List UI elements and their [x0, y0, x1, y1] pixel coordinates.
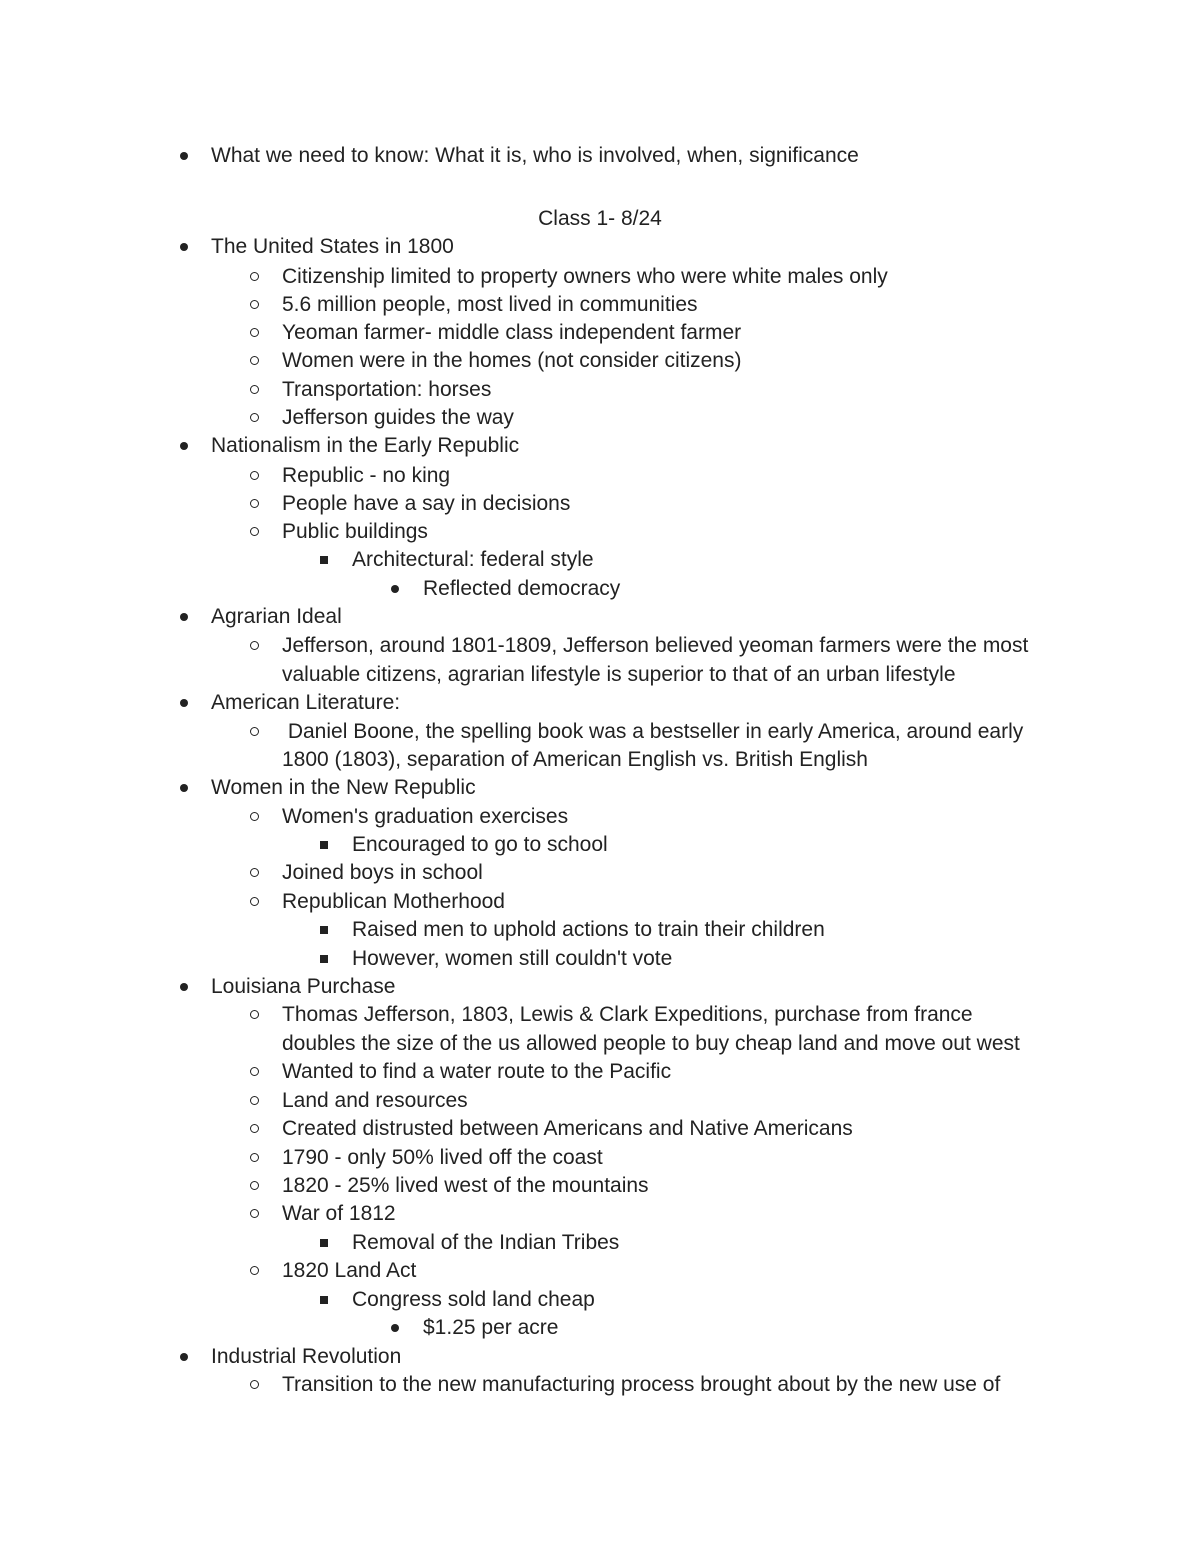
list-item-text: Transportation: horses	[282, 378, 492, 401]
list-item-text: Encouraged to go to school	[352, 833, 608, 856]
list-item-text: What we need to know: What it is, who is involved, when, significance	[211, 144, 859, 167]
list-item-text: $1.25 per acre	[423, 1316, 559, 1339]
list-item	[0, 1313, 1200, 1342]
list-item-text: Jefferson, around 1801-1809, Jefferson believed yeoman farmers were the most	[282, 634, 1029, 657]
list-item-text: Raised men to uphold actions to train their children	[352, 918, 825, 941]
list-item-text: Industrial Revolution	[211, 1345, 402, 1368]
list-item	[0, 1171, 1200, 1200]
list-item	[0, 1256, 1200, 1285]
list-item	[0, 574, 1200, 603]
list-item-continuation	[0, 660, 1200, 689]
list-item	[0, 545, 1200, 574]
list-item-text: Wanted to find a water route to the Pacific	[282, 1060, 672, 1083]
list-item-text: Congress sold land cheap	[352, 1288, 595, 1311]
list-item	[0, 1000, 1200, 1029]
list-item-text: American Literature:	[211, 691, 401, 714]
list-item	[0, 1057, 1200, 1086]
list-item-text: Agrarian Ideal	[211, 605, 342, 628]
list-item	[0, 431, 1200, 460]
list-item-text: 1800 (1803), separation of American English vs. British English	[282, 748, 868, 771]
list-item	[0, 1370, 1200, 1399]
list-item	[0, 318, 1200, 347]
list-item-text: Jefferson guides the way	[282, 406, 514, 429]
list-item	[0, 1114, 1200, 1143]
list-item	[0, 972, 1200, 1001]
list-item	[0, 1342, 1200, 1371]
list-item	[0, 631, 1200, 660]
list-item-text: Created distrusted between Americans and Native Americans	[282, 1117, 853, 1140]
list-item	[0, 375, 1200, 404]
list-item-text: doubles the size of the us allowed people to buy cheap land and move out west	[282, 1032, 1020, 1055]
page-title: Class 1- 8/24	[538, 207, 662, 230]
list-item-text: Transition to the new manufacturing process brought about by the new use of	[282, 1373, 1001, 1396]
list-item-text: Reflected democracy	[423, 577, 621, 600]
list-item	[0, 262, 1200, 291]
list-item	[0, 773, 1200, 802]
list-item-text: Removal of the Indian Tribes	[352, 1231, 620, 1254]
list-item	[0, 602, 1200, 631]
list-item-text: Yeoman farmer- middle class independent farmer	[282, 321, 742, 344]
list-item-text: Louisiana Purchase	[211, 975, 396, 998]
list-item-text: Joined boys in school	[282, 861, 483, 884]
list-item	[0, 232, 1200, 261]
list-item-text: However, women still couldn't vote	[352, 947, 673, 970]
list-item	[0, 461, 1200, 490]
list-item-text: Women were in the homes (not consider citizens)	[282, 349, 742, 372]
list-item	[0, 403, 1200, 432]
list-item	[0, 346, 1200, 375]
list-item	[0, 1285, 1200, 1314]
list-item	[0, 1143, 1200, 1172]
list-item	[0, 915, 1200, 944]
list-item	[0, 887, 1200, 916]
list-item-text: Public buildings	[282, 520, 428, 543]
list-item-text: Republic - no king	[282, 464, 451, 487]
list-item	[0, 944, 1200, 973]
list-item-text: 1790 - only 50% lived off the coast	[282, 1146, 603, 1169]
list-item	[0, 1199, 1200, 1228]
list-item-text: valuable citizens, agrarian lifestyle is superior to that of an urban lifestyle	[282, 663, 956, 686]
list-item-continuation	[0, 745, 1200, 774]
list-item-text: Daniel Boone, the spelling book was a bestseller in early America, around early	[282, 720, 1024, 743]
list-item	[0, 1086, 1200, 1115]
list-item	[0, 688, 1200, 717]
list-item-text: War of 1812	[282, 1202, 396, 1225]
list-item	[0, 290, 1200, 319]
list-item	[0, 517, 1200, 546]
list-item-continuation	[0, 1029, 1200, 1058]
list-item	[0, 1228, 1200, 1257]
list-item-text: 5.6 million people, most lived in communities	[282, 293, 698, 316]
list-item	[0, 717, 1200, 746]
list-item-text: The United States in 1800	[211, 235, 454, 258]
list-item-text: Women's graduation exercises	[282, 805, 569, 828]
list-item-text: Citizenship limited to property owners who were white males only	[282, 265, 888, 288]
list-item	[0, 802, 1200, 831]
list-item	[0, 858, 1200, 887]
list-item-text: 1820 - 25% lived west of the mountains	[282, 1174, 649, 1197]
list-item-text: People have a say in decisions	[282, 492, 571, 515]
list-item-text: Architectural: federal style	[352, 548, 594, 571]
list-item-text: Women in the New Republic	[211, 776, 476, 799]
list-item-text: Thomas Jefferson, 1803, Lewis & Clark Expeditions, purchase from france	[282, 1003, 973, 1026]
list-item-text: 1820 Land Act	[282, 1259, 417, 1282]
list-item-text: Republican Motherhood	[282, 890, 505, 913]
list-item	[0, 489, 1200, 518]
list-item	[0, 141, 1200, 170]
list-item-text: Land and resources	[282, 1089, 468, 1112]
list-item-text: Nationalism in the Early Republic	[211, 434, 520, 457]
list-item	[0, 830, 1200, 859]
